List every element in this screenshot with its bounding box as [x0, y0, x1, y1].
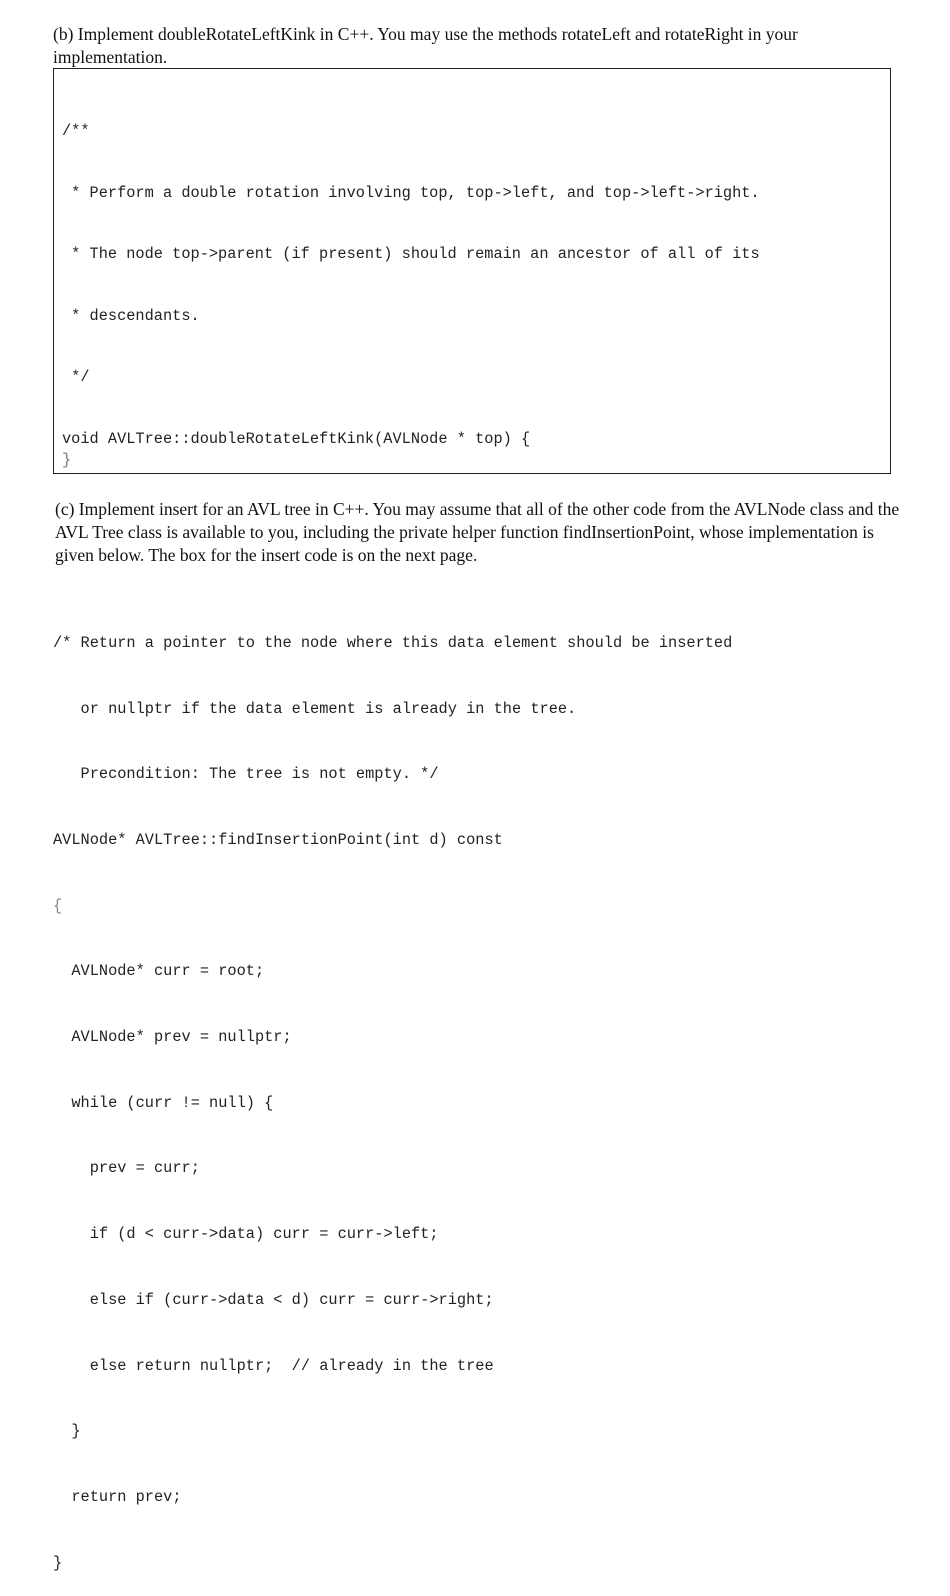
code-line: void AVLTree::doubleRotateLeftKink(AVLNode * top) { — [62, 429, 531, 448]
part-c-prompt: (c) Implement insert for an AVL tree in C++. You may assume that all of the other code from the AVLNode class and the AVL Tree class is available to you, including the private helper function findInsertionPoint, whose implementation is given below. The box for the insert code is on the next page. — [55, 499, 900, 565]
find-insertion-point-listing — [53, 589, 732, 1596]
code-line: prev = curr; — [53, 1159, 200, 1178]
code-line: } — [53, 1422, 81, 1441]
code-line: { — [53, 896, 63, 915]
code-line: AVLNode* curr = root; — [53, 962, 265, 981]
code-line: * Perform a double rotation involving top, top->left, and top->left->right. — [62, 183, 760, 202]
code-line: Precondition: The tree is not empty. */ — [53, 765, 439, 784]
code-line: * The node top->parent (if present) should remain an ancestor of all of its — [62, 245, 760, 263]
code-line: else return nullptr; // already in the tree — [53, 1356, 494, 1375]
code-line: } — [53, 1553, 63, 1572]
code-line: /** — [62, 122, 90, 140]
code-line: else if (curr->data < d) curr = curr->right; — [53, 1290, 494, 1309]
stub-code — [62, 80, 760, 490]
closing-brace: } — [62, 451, 72, 469]
code-line: AVLNode* AVLTree::findInsertionPoint(int d) const — [53, 830, 503, 849]
code-line: */ — [62, 368, 90, 386]
code-line: return prev; — [53, 1487, 182, 1506]
part-b-prompt: (b) Implement doubleRotateLeftKink in C++. You may use the methods rotateLeft and rotateRight in your implementation. — [53, 24, 798, 67]
code-line: while (curr != null) { — [53, 1093, 274, 1112]
code-line: if (d < curr->data) curr = curr->left; — [53, 1225, 439, 1244]
answer-box[interactable] — [53, 68, 891, 474]
code-line: AVLNode* prev = nullptr; — [53, 1028, 292, 1047]
code-line: * descendants. — [62, 306, 200, 325]
code-line: /* Return a pointer to the node where this data element should be inserted — [53, 633, 733, 652]
code-line: or nullptr if the data element is already in the tree. — [53, 699, 577, 718]
